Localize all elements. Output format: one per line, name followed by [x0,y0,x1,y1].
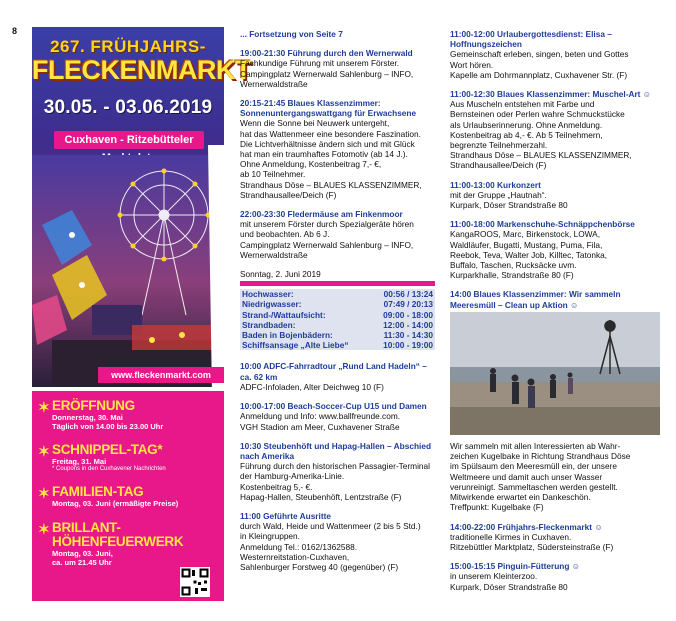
star-icon: ✶ [38,443,50,459]
event-text: in unserem Kleinterzoo. [450,571,538,582]
poster-location: Cuxhaven - Ritzebütteler [54,131,204,149]
event-text: Kostenbeitrag 5,- €. [240,481,313,492]
poster-event-title: BRILLANT-HÖHENFEUERWERK [52,520,184,549]
tide-label: Strand-/Wattaufsicht: [242,309,326,320]
table-row [240,289,435,299]
event-text: hat das Wattenmeer eine besondere Faszination. [240,128,421,139]
star-icon: ✶ [38,521,50,537]
page-number: 8 [12,26,18,36]
event-text: Anmeldung Tel.: 0162/1362588. [240,541,358,552]
event-text: durch Wald, Heide und Wattenmeer (2 bis 5 Std.) [240,521,421,532]
star-icon: ✶ [38,485,50,501]
event-text: Mitwirkende erwartet ein Dankeschön. [450,492,591,503]
event-text: Gemeinschaft erleben, singen, beten und Gottes [450,49,629,60]
event-entry [240,401,435,432]
event-text: Kurpark, Döser Strandstraße 80 [450,200,568,211]
fairground-photo [32,155,224,387]
event-text: Treffpunkt: Kugelbake (F) [450,502,544,513]
event-entry [450,289,660,512]
event-text: im Spülsaum den Meeresmüll ein, der unsere [450,461,617,472]
event-entry [240,441,435,502]
fleckenmarkt-poster [32,27,251,601]
tide-label: Strandbaden: [242,319,296,330]
event-text: Die Lichtverhältnisse ändern sich und mit Glück [240,138,415,149]
event-text: traditionelle Kirmes in Cuxhaven. [450,531,572,542]
event-text: Wenn die Sonne bei Neuwerk untergeht, [240,118,390,129]
event-heading: 10:30 Steubenhöft und Hapag-Hallen – Abschied nach Amerika [240,440,432,461]
tide-value: 10:00 - 19:00 [383,340,433,351]
tide-label: Niedrigwasser: [242,299,302,310]
event-entry [450,561,660,592]
event-text: Buffalo, Taschen, Rucksäcke uvm. [450,260,577,271]
event-text: Fachkundige Führung mit unserem Förster. [240,58,400,69]
poster-event-title: FAMILIEN-TAG [52,484,144,499]
event-text: hat man ein traumhaftes Fotomotiv (ab 14 J.). [240,149,408,160]
event-heading: 14:00-22:00 Frühjahrs-Fleckenmarkt ☺ [450,521,603,532]
event-text: Kurparkhalle, Strandstraße 80 (F) [450,270,574,281]
event-text: Reebok, Teva, Walter Job, Killtec, Tatonka, [450,249,608,260]
events-column-2 [450,29,660,601]
tide-value: 07:49 / 20:13 [383,299,433,310]
event-text: ab 10 Teilnehmer. [240,169,306,180]
event-text: Weltmeere und damit auch unser Wasser [450,471,603,482]
tide-value: 00:56 / 13:24 [383,289,433,300]
continuation-note: ... Fortsetzung von Seite 7 [240,29,343,39]
event-text: Führung durch den historischen Passagier-Terminal [240,461,431,472]
event-heading: 10:00 ADFC-Fahrradtour „Rund Land Hadeln“ – ca. 62 km [240,361,427,382]
event-entry [240,48,435,89]
qr-code-icon[interactable] [180,567,210,597]
tide-value: 12:00 - 14:00 [383,319,433,330]
event-entry [450,522,660,553]
event-entry [240,209,435,260]
event-text: Wernerwaldstraße [240,78,308,89]
poster-event-note: * Coupons in den Cuxhavener Nachrichten [52,466,166,472]
tide-table [240,289,435,350]
poster-dates: 30.05. - 03.06.2019 [43,97,213,118]
event-text: Bernsteinen oder Perlen wahre Schmuckstücke [450,109,625,120]
event-text: Anmeldung und Info: www.ballfreunde.com. [240,411,401,422]
event-heading: 11:00 Geführte Ausritte [240,510,331,521]
poster-header [32,27,251,387]
poster-event-line: Täglich von 14.00 bis 23.00 Uhr [52,422,164,431]
event-entry [450,89,660,171]
event-heading: 19:00-21:30 Führung durch den Wernerwald [240,48,413,59]
event-text: in Kleingruppen. [240,531,300,542]
event-text: zeichen Kugelbake in Richtung Strandhaus Döse [450,451,631,462]
event-entry [240,361,435,392]
event-text: begrenzte Teilnehmerzahl. [450,140,548,151]
event-text: Aus Muscheln entstehen mit Farbe und [450,99,595,110]
poster-events [32,391,224,601]
event-text: Westernreitstation-Cuxhaven, [240,551,350,562]
event-text: verunreinigt. Sammeltaschen werden gestellt. [450,481,618,492]
event-text: KangaROOS, Marc, Birkenstock, LOWA, [450,229,601,240]
event-entry [240,511,435,572]
event-text: VGH Stadion am Meer, Cuxhavener Straße [240,421,400,432]
poster-event-line: Montag, 03. Juni (ermäßigte Preise) [52,499,179,508]
poster-event-fireworks [38,520,184,567]
table-row [240,340,435,350]
event-heading: 22:00-23:30 Fledermäuse am Finkenmoor [240,209,403,220]
event-text: Waldläufer, Bugatti, Mustang, Puma, Fila, [450,239,603,250]
table-row [240,310,435,320]
poster-event-familientag [40,485,190,508]
event-heading: 11:00-18:00 Markenschuhe-Schnäppchenbörse [450,219,635,230]
event-text: ADFC-Infoladen, Alter Deichweg 10 (F) [240,381,384,392]
event-heading: 14:00 Blaues Klassenzimmer: Wir sammeln Meeresmüll – Clean up Aktion ☺ [450,289,621,310]
event-text: Wernerwaldstraße [240,249,308,260]
event-text: Strandhaus Döse – BLAUES KLASSENZIMMER, [450,150,632,161]
table-row [240,320,435,330]
tide-label: Baden in Bojenbädern: [242,330,333,341]
event-text: Sahlenburger Forstweg 40 (gegenüber) (F) [240,561,399,572]
event-heading: 15:00-15:15 Pinguin-Fütterung ☺ [450,561,581,572]
event-text: Wort hören. [450,59,494,70]
event-text: Kapelle am Dohrmannplatz, Cuxhavener Str. (F) [450,69,628,80]
poster-event-line: Donnerstag, 30. Mai [52,413,123,422]
event-heading: 11:00-13:00 Kurkonzert [450,179,541,190]
poster-event-line: Montag, 03. Juni, [52,549,113,558]
poster-event-title: SCHNIPPEL-TAG* [52,442,163,457]
table-row [240,299,435,309]
event-text: mit unserem Förster durch Spezialgeräte hören [240,219,414,230]
poster-event-line: ca. um 21.45 Uhr [52,558,112,567]
event-text: Ohne Anmeldung, Kostenbeitrag 7,- €, [240,159,382,170]
day-divider [240,281,435,286]
events-column-1 [240,29,435,581]
tide-value: 11:30 - 14:30 [383,330,433,341]
event-text: Strandhausallee/Deich (F) [240,189,337,200]
event-heading: 10:00-17:00 Beach-Soccer-Cup U15 und Damen [240,401,427,412]
event-text: Ritzebüttler Marktplatz, Südersteinstraße (F) [450,541,614,552]
event-text: Wir sammeln mit allen Interessierten ab Wahr- [450,441,621,452]
tide-value: 09:00 - 18:00 [383,309,433,320]
poster-event-schnippel [40,443,190,473]
table-row [240,330,435,340]
event-text: und beobachten. Ab 6 J. [240,229,330,240]
poster-edition: 267. FRÜHJAHRS- [50,37,206,56]
day-header: Sonntag, 2. Juni 2019 [240,269,321,280]
event-heading: 11:00-12:00 Urlaubergottesdienst: Elisa – Hoffnungszeichen [450,29,612,50]
event-entry [240,98,435,200]
event-text: Campingplatz Wernerwald Sahlenburg – INFO, [240,239,414,250]
event-text: Strandhausallee/Deich (F) [450,160,547,171]
event-entry [450,219,660,280]
event-text: Kostenbeitrag ab 4,- €. Ab 5 Teilnehmern, [450,129,603,140]
event-text: Strandhaus Döse – BLAUES KLASSENZIMMER, [240,179,422,190]
poster-event-opening [40,399,190,431]
tide-label: Schiffsansage „Alte Liebe“ [242,340,349,351]
event-heading: 11:00-12:30 Blaues Klassenzimmer: Muschel-Art ☺ [450,89,652,100]
poster-event-line: Freitag, 31. Mai [52,457,107,466]
star-icon: ✶ [38,399,50,415]
poster-event-title: ERÖFFNUNG [52,398,135,413]
event-text: Campingplatz Wernerwald Sahlenburg – INFO, [240,68,414,79]
event-text: Hapag-Hallen, Steubenhöft, Lentzstraße (F) [240,491,402,502]
event-text: der Hamburg-Amerika-Linie. [240,471,345,482]
tide-label: Hochwasser: [242,289,294,300]
event-text: als Urlaubserinnerung. Ohne Anmeldung. [450,119,603,130]
event-heading: 20:15-21:45 Blaues Klassenzimmer: Sonnenuntergangswattgang für Erwachsene [240,98,417,119]
event-entry [450,180,660,211]
event-entry [450,29,660,80]
beach-cleanup-photo [450,312,660,435]
poster-title: FLECKENMARKT [32,55,251,85]
photo-caption [450,441,660,512]
event-text: mit der Gruppe „Hautnah“. [450,189,547,200]
event-text: Kurpark, Döser Strandstraße 80 [450,581,568,592]
poster-url[interactable]: www.fleckenmarkt.com [98,367,224,383]
